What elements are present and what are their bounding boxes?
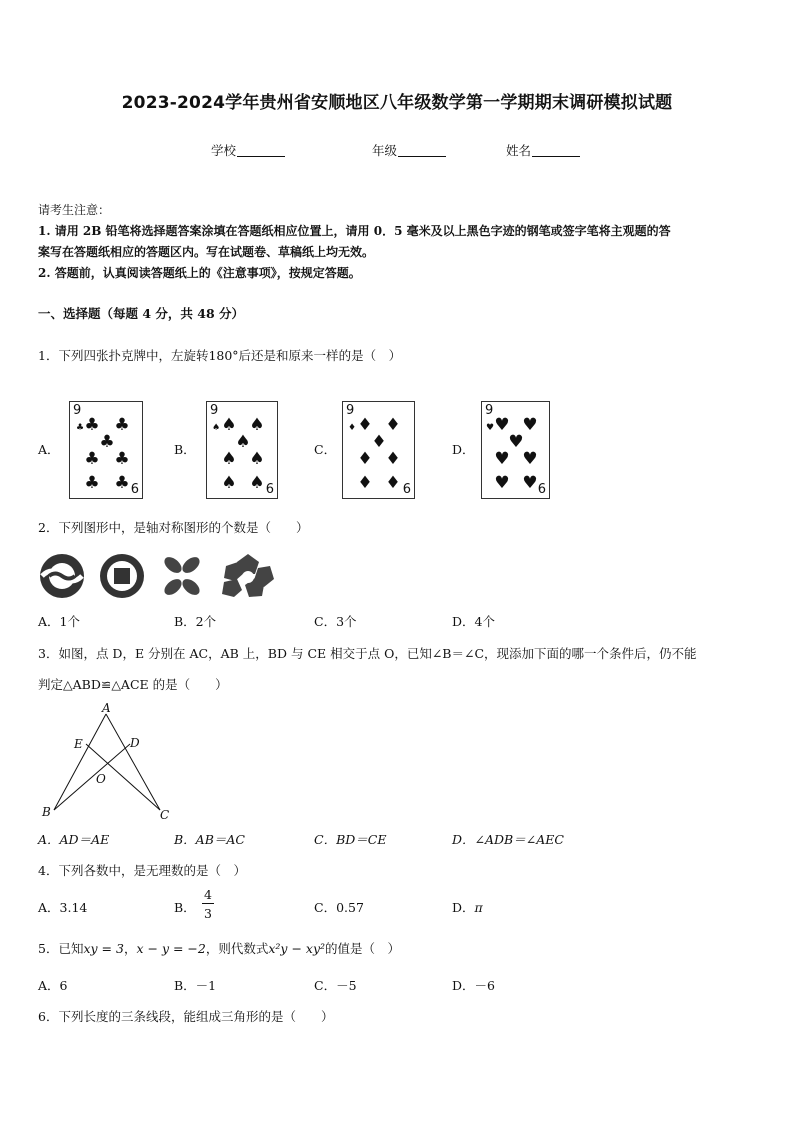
q3-option-c[interactable]: C．BD＝CE bbox=[314, 832, 387, 847]
question-2-stem: 2．下列图形中，是轴对称图形的个数是（ ） bbox=[38, 520, 309, 535]
q4-option-c[interactable]: C．0.57 bbox=[314, 900, 364, 915]
school-blank[interactable] bbox=[237, 144, 285, 157]
card-rank: 9 bbox=[210, 403, 219, 418]
svg-text:♠: ♠ bbox=[249, 473, 265, 493]
notice-heading: 请考生注意： bbox=[38, 203, 111, 217]
svg-text:♦: ♦ bbox=[357, 449, 373, 469]
svg-text:♥: ♥ bbox=[485, 423, 495, 433]
q3-option-d[interactable]: D．∠ADB＝∠AEC bbox=[452, 832, 564, 847]
svg-text:♣: ♣ bbox=[114, 415, 130, 435]
q2-option-c[interactable]: C．3个 bbox=[314, 614, 357, 629]
section-heading: 一、选择题（每题 4 分，共 48 分） bbox=[38, 306, 245, 321]
pi-symbol: π bbox=[474, 900, 483, 915]
card-rank-bottom: 6 bbox=[402, 482, 411, 497]
svg-text:♥: ♥ bbox=[494, 473, 510, 493]
spades-icon bbox=[207, 402, 277, 498]
svg-text:♣: ♣ bbox=[114, 449, 130, 469]
fraction-denominator: 3 bbox=[204, 906, 212, 921]
svg-text:♦: ♦ bbox=[357, 415, 373, 435]
q2-option-b[interactable]: B．2个 bbox=[174, 614, 217, 629]
q5-condition-1: xy = 3 bbox=[83, 941, 124, 956]
svg-text:♣: ♣ bbox=[99, 432, 115, 452]
q4-option-a[interactable]: A．3.14 bbox=[38, 900, 88, 915]
question-1-stem: 1．下列四张扑克牌中，左旋转180°后还是和原来一样的是（ ） bbox=[38, 348, 402, 363]
svg-text:♦: ♦ bbox=[347, 423, 357, 433]
q5-condition-2: x − y = −2 bbox=[136, 941, 206, 956]
q2-figures bbox=[38, 552, 278, 600]
hearts-icon bbox=[482, 402, 549, 498]
q2-option-a[interactable]: A．1个 bbox=[38, 614, 80, 629]
q3-option-a[interactable]: A．AD＝AE bbox=[38, 832, 110, 847]
card-rank: 9 bbox=[346, 403, 355, 418]
diamonds-icon bbox=[343, 402, 414, 498]
svg-text:♠: ♠ bbox=[249, 415, 265, 435]
name-label: 姓名 bbox=[506, 143, 532, 158]
label-C: C bbox=[160, 808, 170, 822]
svg-text:♠: ♠ bbox=[221, 473, 237, 493]
q5-expression: x²y − xy² bbox=[268, 941, 326, 956]
name-field bbox=[506, 141, 580, 159]
q5-option-b[interactable]: B．－1 bbox=[174, 978, 217, 993]
svg-text:♦: ♦ bbox=[357, 473, 373, 493]
svg-text:♥: ♥ bbox=[494, 449, 510, 469]
svg-text:♣: ♣ bbox=[84, 415, 100, 435]
grade-field bbox=[372, 141, 446, 159]
svg-text:♥: ♥ bbox=[522, 415, 538, 435]
q1-option-b[interactable]: B． bbox=[174, 442, 196, 457]
svg-text:♠: ♠ bbox=[235, 432, 251, 452]
card-rank-bottom: 6 bbox=[130, 482, 139, 497]
card-rank: 9 bbox=[485, 403, 494, 418]
svg-text:♠: ♠ bbox=[221, 449, 237, 469]
svg-text:♥: ♥ bbox=[522, 449, 538, 469]
school-label: 学校 bbox=[211, 143, 237, 158]
notice-line-2: 2. 答题前，认真阅读答题纸上的《注意事项》，按规定答题。 bbox=[38, 266, 361, 280]
q5-separator: ， bbox=[123, 941, 137, 956]
q3-option-b[interactable]: B．AB＝AC bbox=[174, 832, 245, 847]
label-O: O bbox=[96, 772, 106, 786]
q5-option-a[interactable]: A．6 bbox=[38, 978, 68, 993]
q5-stem-c: 的值是（ ） bbox=[325, 941, 401, 956]
label-D: D bbox=[130, 736, 140, 750]
question-3-stem-2: 判定△ABD≌△ACE 的是（ ） bbox=[38, 677, 228, 692]
q1-option-c[interactable]: C． bbox=[314, 442, 337, 457]
card-rank-bottom: 6 bbox=[537, 482, 546, 497]
svg-text:♠: ♠ bbox=[221, 415, 237, 435]
q2-option-d[interactable]: D．4个 bbox=[452, 614, 495, 629]
svg-text:♦: ♦ bbox=[385, 473, 401, 493]
svg-text:♥: ♥ bbox=[522, 473, 538, 493]
svg-text:♣: ♣ bbox=[84, 473, 100, 493]
svg-text:♦: ♦ bbox=[385, 449, 401, 469]
petal-knot-icon bbox=[161, 554, 202, 598]
page-title: 2023-2024学年贵州省安顺地区八年级数学第一学期期末调研模拟试题 bbox=[121, 93, 673, 113]
q1-option-a[interactable]: A． bbox=[38, 442, 60, 457]
question-4-stem: 4．下列各数中，是无理数的是（ ） bbox=[38, 863, 246, 878]
svg-text:♥: ♥ bbox=[494, 415, 510, 435]
svg-text:♣: ♣ bbox=[75, 423, 85, 433]
svg-text:♦: ♦ bbox=[385, 415, 401, 435]
label-E: E bbox=[74, 737, 83, 751]
card-nine-of-diamonds bbox=[342, 401, 415, 499]
q5-stem-a: 5．已知 bbox=[38, 941, 84, 956]
q4-option-d-prefix: D． bbox=[452, 900, 475, 915]
q4-option-b-prefix: B． bbox=[174, 900, 196, 915]
label-B: B bbox=[42, 805, 51, 819]
grade-label: 年级 bbox=[372, 143, 398, 158]
question-5-stem bbox=[38, 939, 400, 959]
q5-option-d[interactable]: D．－6 bbox=[452, 978, 495, 993]
card-rank-bottom: 6 bbox=[265, 482, 274, 497]
card-nine-of-hearts bbox=[481, 401, 550, 499]
pentagon-flower-icon bbox=[222, 554, 274, 597]
label-A: A bbox=[102, 702, 111, 715]
svg-text:♣: ♣ bbox=[114, 473, 130, 493]
svg-text:♥: ♥ bbox=[508, 432, 524, 452]
name-blank[interactable] bbox=[532, 144, 580, 157]
fraction-numerator: 4 bbox=[202, 887, 214, 904]
question-3-stem-1: 3．如图，点 D，E 分别在 AC，AB 上，BD 与 CE 相交于点 O，已知∠B＝∠C，现添加下面的哪一个条件后，仍不能 bbox=[38, 646, 697, 661]
grade-blank[interactable] bbox=[398, 144, 446, 157]
notice-line-1a: 1. 请用 2B 铅笔将选择题答案涂填在答题纸相应位置上，请用 0．5 毫米及以上黑色字迹的钢笔或签字笔将主观题的答 bbox=[38, 224, 671, 238]
school-field bbox=[211, 141, 285, 159]
svg-text:♦: ♦ bbox=[371, 432, 387, 452]
svg-text:♠: ♠ bbox=[211, 423, 221, 433]
clubs-icon bbox=[70, 402, 142, 498]
square-coin-icon bbox=[100, 554, 144, 598]
card-rank: 9 bbox=[73, 403, 82, 418]
card-nine-of-spades bbox=[206, 401, 278, 499]
notice-line-1b: 案写在答题纸相应的答题区内。写在试题卷、草稿纸上均无效。 bbox=[38, 245, 375, 259]
q1-option-d[interactable]: D． bbox=[452, 442, 475, 457]
q5-option-c[interactable]: C．－5 bbox=[314, 978, 357, 993]
svg-text:♣: ♣ bbox=[84, 449, 100, 469]
q5-stem-b: ，则代数式 bbox=[205, 941, 269, 956]
q4-option-d[interactable] bbox=[452, 898, 483, 918]
svg-text:♠: ♠ bbox=[249, 449, 265, 469]
question-6-stem: 6．下列长度的三条线段，能组成三角形的是（ ） bbox=[38, 1009, 334, 1024]
card-nine-of-clubs bbox=[69, 401, 143, 499]
wave-ring-icon bbox=[40, 554, 84, 598]
triangle-diagram bbox=[38, 702, 188, 824]
